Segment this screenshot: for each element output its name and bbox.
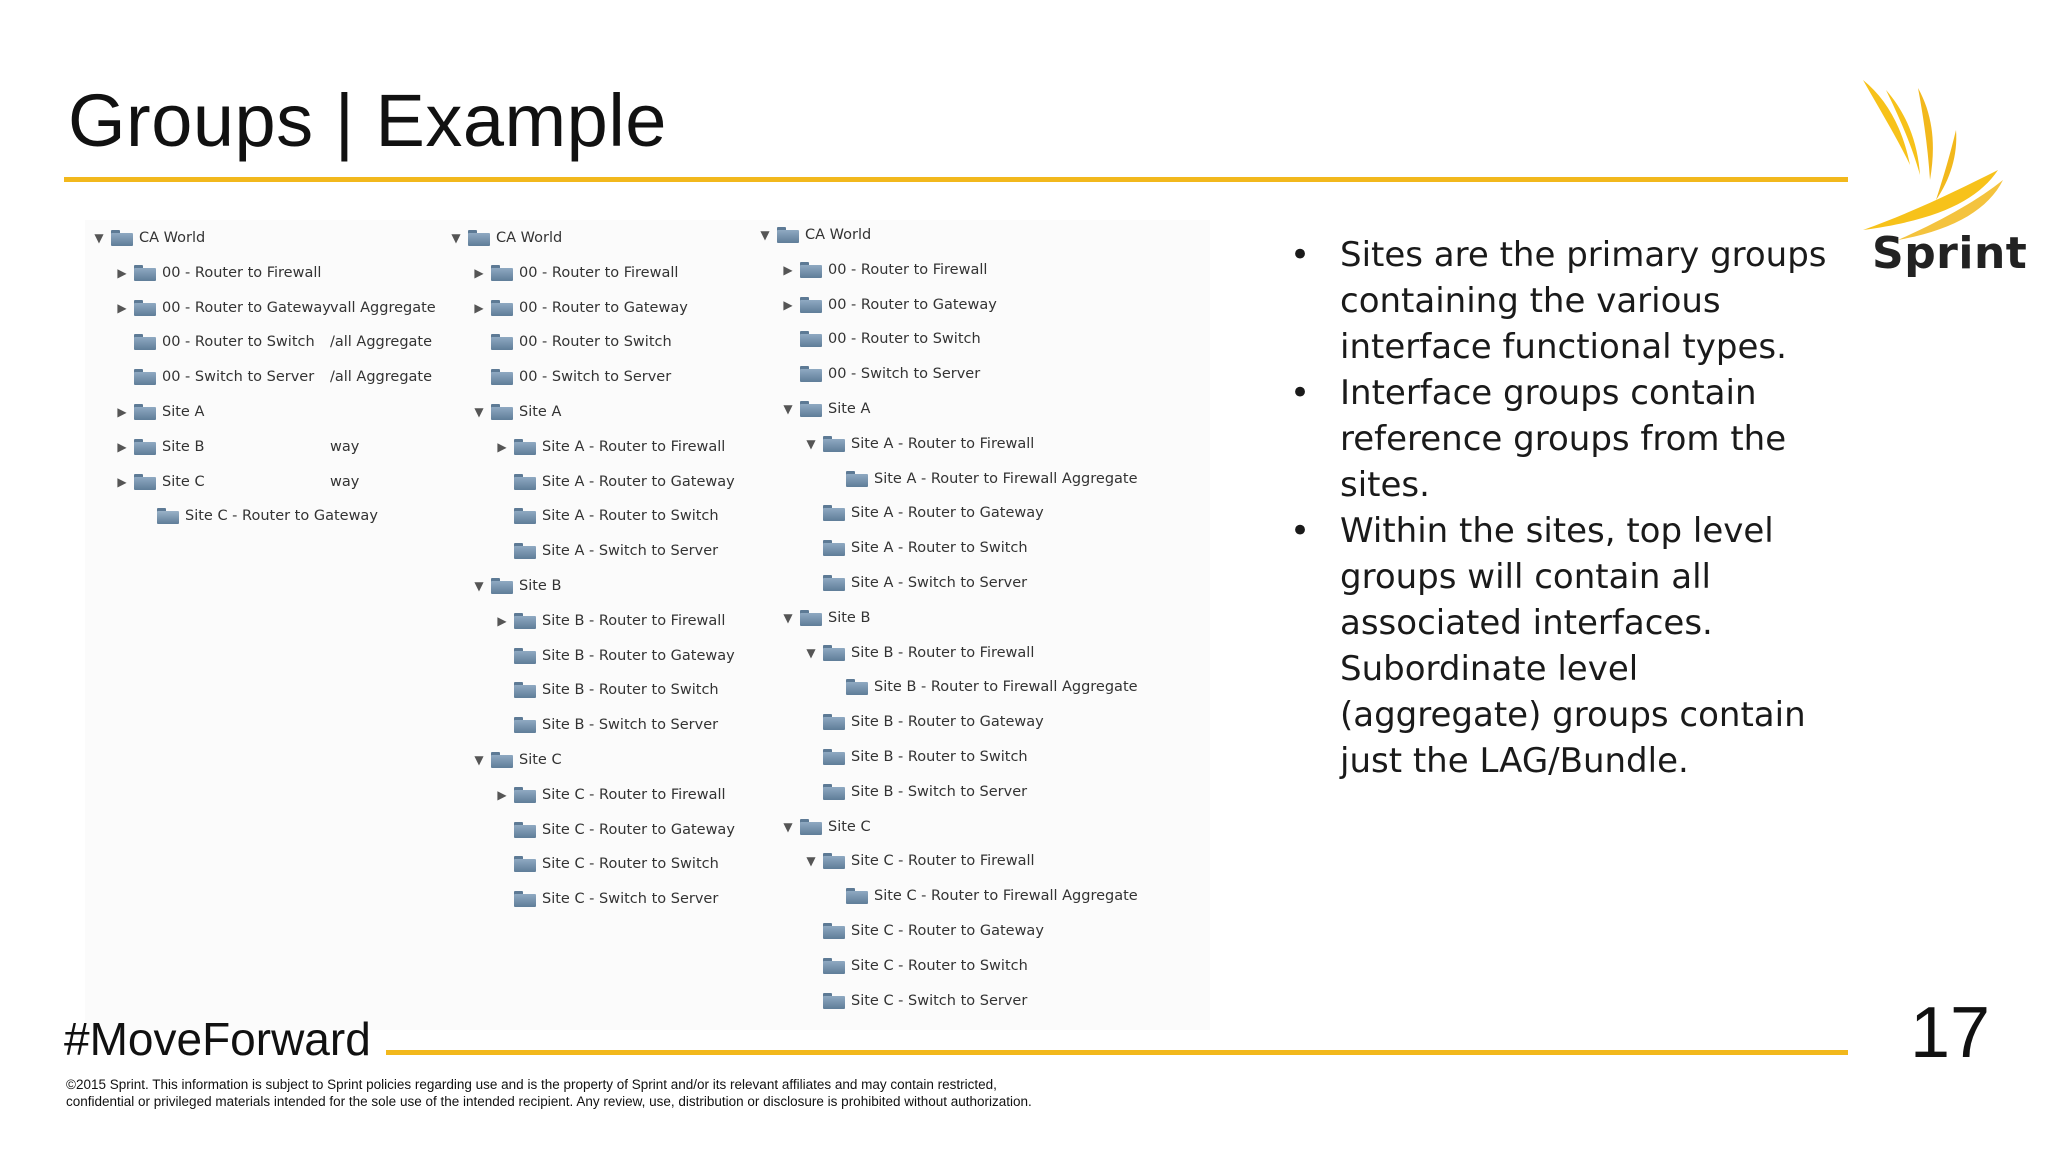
tree-node-label: Site B - Router to Gateway [851,714,1044,731]
folder-icon [514,543,536,559]
footer-rule [386,1050,1848,1055]
tree-node[interactable] [780,603,870,633]
tree-node-label: Site B - Switch to Server [542,717,719,734]
tree-node[interactable] [803,916,1044,946]
collapse-arrow-icon[interactable]: ▶ [497,439,507,454]
tree-node-label: Site A [828,401,871,417]
tree-node-label: Site C [519,752,562,768]
folder-icon [800,819,822,835]
tree-node[interactable] [494,536,718,566]
folder-icon [491,265,513,281]
tree-node-label: Site A - Router to Firewall Aggregate [874,470,1138,487]
overlay-text: /all Aggregate [330,369,433,386]
folder-icon [514,648,536,664]
expand-arrow-icon[interactable]: ▼ [474,579,484,593]
tree-node[interactable] [494,467,735,497]
folder-icon [491,334,513,350]
folder-icon [800,610,822,626]
folder-icon [134,474,156,490]
folder-icon [800,262,822,278]
tree-node[interactable] [803,498,1044,528]
tree-node[interactable] [494,849,719,879]
folder-icon [514,439,536,455]
tree-node[interactable] [471,293,688,323]
tree-node[interactable] [471,571,561,601]
tree-node-label: Site A - Switch to Server [542,543,719,560]
expand-arrow-icon[interactable]: ▼ [451,231,461,245]
tree-node[interactable] [114,467,205,497]
folder-icon [468,230,490,246]
expand-arrow-icon[interactable]: ▼ [806,436,816,451]
title-rule [64,177,1848,182]
expand-arrow-icon[interactable]: ▼ [760,228,770,242]
tree-node-label: Site A - Router to Firewall [542,438,726,455]
folder-icon [514,682,536,698]
tree-node[interactable] [114,327,315,357]
tree-node[interactable] [471,362,671,392]
tree-node-label: Site B - Router to Firewall [851,644,1035,661]
folder-icon [134,300,156,316]
folder-icon [823,749,845,765]
collapse-arrow-icon[interactable]: ▶ [474,265,484,280]
tree-node[interactable] [471,327,672,357]
tree-node[interactable] [114,397,204,427]
tree-node[interactable] [803,951,1028,981]
tree-node[interactable] [780,394,870,424]
tree-node-label: Site B [519,578,562,594]
tree-node-label: Site C - Router to Switch [542,856,719,873]
tree-node[interactable] [494,675,719,705]
tree-node[interactable] [471,745,562,775]
collapse-arrow-icon[interactable]: ▶ [474,300,484,315]
tree-node[interactable] [471,397,561,427]
tree-node[interactable] [494,780,726,810]
expand-arrow-icon[interactable]: ▼ [806,854,816,869]
folder-icon [514,891,536,907]
folder-icon [491,752,513,768]
folder-icon [134,404,156,420]
tree-node[interactable] [803,986,1027,1016]
tree-node[interactable] [780,290,997,320]
tree-node-label: Site A - Router to Firewall [851,435,1035,452]
tree-node[interactable] [803,429,1034,459]
bullet-item: • Interface groups contain reference groups from the sites. [1290,370,1830,508]
folder-icon [134,369,156,385]
collapse-arrow-icon[interactable]: ▶ [783,262,793,277]
tree-node-label: Site B - Router to Switch [851,749,1028,765]
copyright-line: confidential or privileged materials intended for the sole use of the intended recipient. Any review, use, distribution or disclosure is prohibited without authorization. [66,1094,1032,1109]
folder-icon [823,784,845,800]
copyright-notice [66,1076,1166,1110]
folder-link-icon [157,508,179,524]
tree-node-label: Site B - Router to Switch [542,682,719,699]
tree-node[interactable] [114,432,204,462]
tree-node-label: Site A [162,404,205,420]
tree-node-label: Site C - Switch to Server [851,992,1028,1009]
folder-icon [823,923,845,939]
tree-node-label: 00 - Router to Switch [828,331,981,348]
tree-node[interactable] [780,812,871,842]
tree-node-label: Site A - Router to Switch [851,540,1028,557]
tree-node[interactable] [780,255,987,285]
folder-icon [846,679,868,695]
collapse-arrow-icon[interactable]: ▶ [117,300,127,315]
folder-icon [134,334,156,350]
tree-node-label: Site C - Router to Gateway [851,923,1044,939]
slide-title: Groups | Example [68,79,667,162]
tree-node[interactable] [448,223,562,253]
folder-icon [134,439,156,455]
tree-node[interactable] [494,710,718,740]
hashtag: #MoveForward [64,1013,371,1065]
bullet-item: • Sites are the primary groups containing the various interface functional types. [1290,232,1830,370]
collapse-arrow-icon[interactable]: ▶ [497,787,507,802]
overlay-text: way [330,438,360,455]
expand-arrow-icon[interactable]: ▼ [806,645,816,660]
folder-icon [514,613,536,629]
tree-node-label: 00 - Switch to Server [828,366,981,383]
folder-icon [823,436,845,452]
tree-node[interactable] [494,884,718,914]
tree-node-label: Site C - Router to Firewall [542,786,726,803]
collapse-arrow-icon[interactable]: ▶ [117,405,127,419]
copyright-line: ©2015 Sprint. This information is subject to Sprint policies regarding use and is the property of Sprint and/or its relevant affiliates and may contain restricted, [66,1077,997,1092]
tree-node-label: Site B - Router to Firewall Aggregate [874,679,1138,696]
expand-arrow-icon[interactable]: ▼ [783,402,793,416]
tree-node[interactable] [826,881,1138,911]
logo-text: Sprint [1872,228,2028,279]
tree-node-label: Site B [828,609,871,626]
collapse-arrow-icon[interactable]: ▶ [117,265,127,280]
tree-node-label: 00 - Switch to Server [519,369,672,386]
folder-icon [823,505,845,521]
overlay-text: /all Aggregate [330,334,433,351]
tree-node-label: CA World [496,230,563,246]
tree-node[interactable] [494,641,735,671]
tree-node[interactable] [114,362,314,392]
bullet-item: • Within the sites, top level groups will contain all associated interfaces. Subordinate level (aggregate) groups contain just the LAG/Bundle. [1290,508,1830,784]
folder-icon [491,369,513,385]
folder-icon [800,401,822,417]
collapse-arrow-icon[interactable]: ▶ [117,474,127,489]
tree-node[interactable] [494,815,735,845]
collapse-arrow-icon[interactable]: ▶ [117,439,127,454]
folder-icon [846,471,868,487]
tree-node[interactable] [803,707,1044,737]
tree-node[interactable] [137,501,378,531]
tree-node[interactable] [494,501,719,531]
tree-node[interactable] [803,533,1028,563]
tree-node[interactable] [91,223,205,253]
tree-node[interactable] [780,359,980,389]
tree-node-label: Site C - Router to Gateway [185,508,378,525]
tree-node-label: 00 - Router to Switch [519,334,672,351]
folder-icon [846,888,868,904]
tree-node-label: 00 - Router to Gateway [519,299,688,316]
tree-node[interactable] [803,777,1027,807]
tree-node-label: Site B - Router to Gateway [542,647,735,664]
tree-screenshot [85,220,1210,1030]
tree-node[interactable] [494,606,725,636]
tree-node-label: Site A - Router to Gateway [851,505,1044,522]
expand-arrow-icon[interactable]: ▼ [474,753,484,767]
tree-node[interactable] [780,324,981,354]
folder-icon [491,300,513,316]
tree-node-label: 00 - Router to Switch [162,334,315,351]
tree-node-label: 00 - Router to Firewall [828,261,988,278]
folder-icon [800,331,822,347]
tree-node[interactable] [114,293,331,323]
folder-icon [491,404,513,420]
tree-node-label: Site C - Router to Firewall [851,853,1035,870]
tree-node-label: 00 - Router to Gateway [162,299,331,316]
collapse-arrow-icon[interactable]: ▶ [783,297,793,312]
tree-node-label: Site A - Router to Gateway [542,473,735,490]
tree-node-label: Site A [519,404,562,420]
folder-icon [823,958,845,974]
folder-icon [823,714,845,730]
overlay-text: way [330,473,360,490]
tree-node-label: Site C - Router to Firewall Aggregate [874,888,1138,905]
page-number: 17 [1910,993,1991,1073]
folder-icon [800,366,822,382]
tree-node-label: Site C - Router to Switch [851,957,1028,974]
folder-icon [514,717,536,733]
folder-icon [514,787,536,803]
tree-node-label: Site A - Switch to Server [851,575,1028,591]
folder-icon [823,540,845,556]
tree-node[interactable] [803,568,1027,598]
tree-node[interactable] [757,220,871,250]
tree-node-label: CA World [805,227,872,243]
tree-node[interactable] [803,846,1035,876]
tree-node[interactable] [803,742,1028,772]
folder-icon [514,856,536,872]
tree-node[interactable] [826,672,1138,702]
folder-icon [111,230,133,246]
tree-node-label: 00 - Router to Firewall [162,264,322,281]
tree-node-label: Site C - Switch to Server [542,891,719,908]
tree-node-label: Site C [162,473,205,490]
folder-icon [777,227,799,243]
folder-icon [823,853,845,869]
tree-node-label: 00 - Switch to Server [162,369,315,386]
folder-icon [823,575,845,591]
folder-icon [134,265,156,281]
tree-node-label: 00 - Router to Firewall [519,264,679,281]
tree-node-label: CA World [139,230,206,246]
folder-icon [514,508,536,524]
tree-node-label: Site C [828,818,871,835]
tree-node-label: Site A - Router to Switch [542,508,719,525]
expand-arrow-icon[interactable]: ▼ [783,819,793,834]
tree-node-label: Site B - Switch to Server [851,783,1028,800]
folder-icon [514,474,536,490]
tree-node-label: 00 - Router to Gateway [828,296,997,313]
tree-node-label: Site C - Router to Gateway [542,821,735,838]
tree-node-label: Site B - Router to Firewall [542,612,726,629]
collapse-arrow-icon[interactable]: ▶ [497,613,507,628]
expand-arrow-icon[interactable]: ▼ [783,610,793,625]
folder-icon [514,822,536,838]
tree-node[interactable] [494,432,725,462]
folder-icon [823,993,845,1009]
folder-icon [491,578,513,594]
folder-icon [823,645,845,661]
expand-arrow-icon[interactable]: ▼ [474,405,484,419]
expand-arrow-icon[interactable]: ▼ [94,231,104,245]
tree-node[interactable] [471,258,678,288]
tree-node[interactable] [114,258,321,288]
overlay-text: vall Aggregate [330,299,436,316]
tree-node[interactable] [803,638,1034,668]
tree-node[interactable] [826,464,1138,494]
folder-icon [800,297,822,313]
bullet-list [1290,232,1830,784]
tree-node-label: Site B [162,438,205,455]
